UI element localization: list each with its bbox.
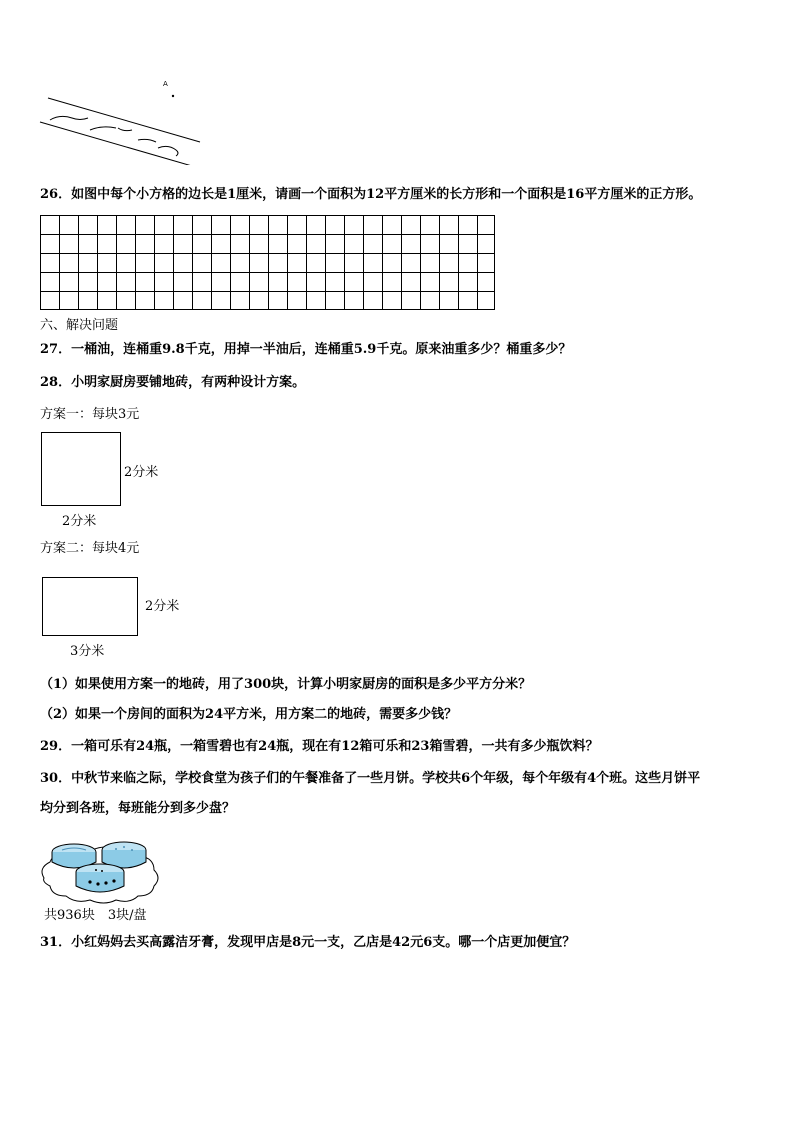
river-figure (30, 70, 210, 165)
plan-2-tile (42, 577, 138, 636)
question-31: 31．小红妈妈去买高露洁牙膏，发现甲店是8元一支，乙店是42元6支。哪一个店更加便宜？ (40, 935, 576, 950)
square-grid (40, 215, 495, 310)
plan-1-title: 方案一：每块3元 (40, 407, 140, 422)
plan-1-bottom-label: 2分米 (62, 514, 97, 529)
plan-1-side-label: 2分米 (124, 465, 159, 480)
point-a-label: A (163, 80, 168, 88)
question-27: 27．一桶油，连桶重9.8千克，用掉一半油后，连桶重5.9千克。原来油重多少？桶重多少？ (40, 342, 572, 357)
question-28-part-2: （2）如果一个房间的面积为24平方米，用方案二的地砖，需要多少钱？ (40, 707, 458, 722)
mooncakes-caption: 共936块 3块/盘 (44, 908, 147, 923)
plan-2-bottom-label: 3分米 (70, 644, 105, 659)
question-29: 29．一箱可乐有24瓶，一箱雪碧也有24瓶，现在有12箱可乐和23箱雪碧，一共有多少瓶饮料？ (40, 739, 599, 754)
plan-2-side-label: 2分米 (145, 599, 180, 614)
question-26: 26．如图中每个小方格的边长是1厘米，请画一个面积为12平方厘米的长方形和一个面积是16平方厘米的正方形。 (40, 187, 702, 202)
mooncakes-illustration (36, 834, 166, 906)
question-28-part-1: （1）如果使用方案一的地砖，用了300块，计算小明家厨房的面积是多少平方分米？ (40, 677, 532, 692)
question-30-line-2: 均分到各班，每班能分到多少盘？ (40, 801, 236, 816)
question-30-line-1: 30．中秋节来临之际，学校食堂为孩子们的午餐准备了一些月饼。学校共6个年级，每个年级有4个班。这些月饼平 (40, 771, 701, 786)
plan-2-title: 方案二：每块4元 (40, 541, 140, 556)
question-28: 28．小明家厨房要铺地砖，有两种设计方案。 (40, 375, 306, 390)
plan-1-tile (41, 432, 121, 506)
section-heading: 六、解决问题 (40, 318, 119, 333)
